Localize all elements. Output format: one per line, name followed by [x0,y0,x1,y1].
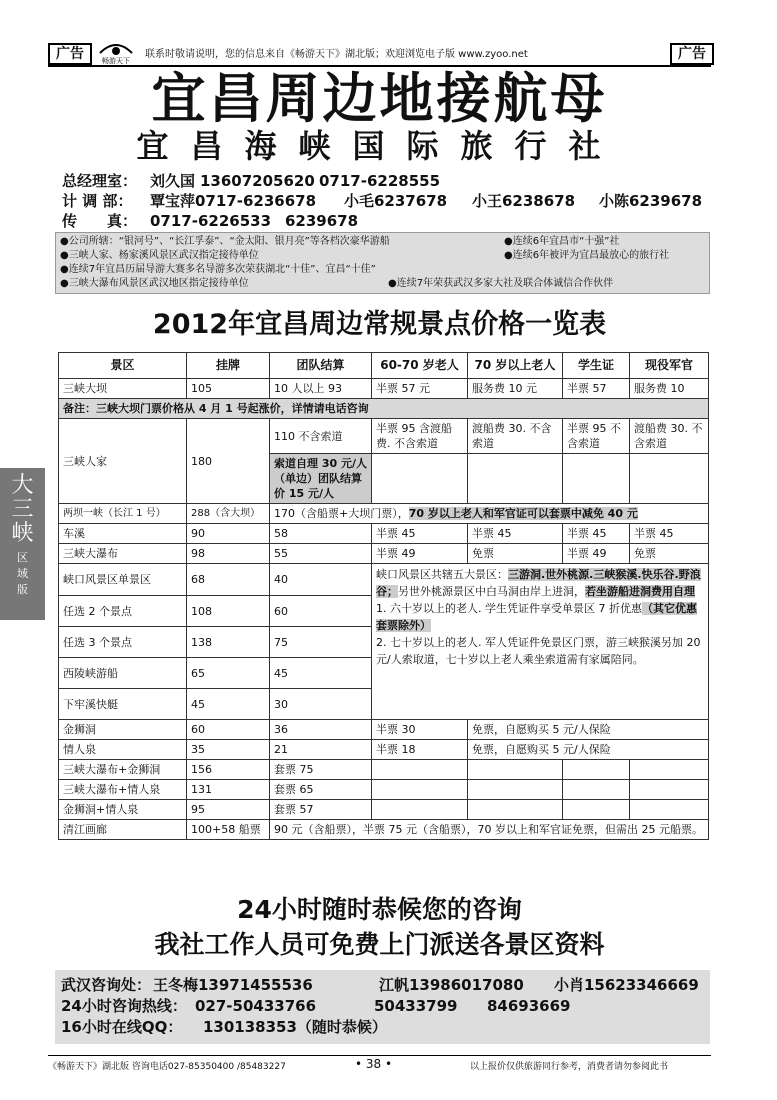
table-cell [630,454,709,504]
scenic-area-note: 峡口风景区共辖五大景区：三游洞.世外桃源.三峡猴溪.快乐谷.野浪谷；另世外桃源景区中白马洞由岸上进洞，若坐游船进洞费用自理 1. 六十岁以上的老人. 学生凭证件享受单景区 7 折优惠（其它优惠套票除外） 2. 七十岁以上的老人. 军人凭证件免景区门票，游三峡猴溪另加 20 元/人索取道，七十岁以上老人乘坐索道需有家属陪同。 [372,564,709,720]
table-cell [372,454,468,504]
table-cell: 288（含大坝） [187,504,270,524]
table-cell: 105 [187,379,270,399]
table-cell: 10 人以上 93 [270,379,372,399]
table-row [59,760,709,780]
table-cell: 半票 49 [563,544,630,564]
table-cell: 65 [187,658,270,689]
table-cell: 清江画廊 [59,820,187,840]
table-cell [563,760,630,780]
side-tab-title: 大三峡 [11,473,34,546]
table-cell: 两坝一峡（长江 1 号） [59,504,187,524]
table-row [59,379,709,399]
table-cell [468,760,563,780]
table-cell: 渡船费 30. 不含索道 [468,419,563,454]
table-cell: 半票 45 [563,524,630,544]
table-cell: 免票 [468,544,563,564]
table-cell [372,780,468,800]
table-cell: 21 [270,740,372,760]
table-cell: 60 [187,720,270,740]
footer-disclaimer: 以上报价仅供旅游同行参考，消费者请勿参阅此书 [470,1062,669,1072]
table-cell: 95 [187,800,270,820]
table-cell [563,780,630,800]
table-row [59,419,709,454]
table-cell: 45 [270,658,372,689]
table-cell: 半票 45 [630,524,709,544]
table-cell: 备注：三峡大坝门票价格从 4 月 1 号起涨价，详情请电话咨询 [59,399,709,419]
wuhan-contact-box: 武汉咨询处： 王冬梅13971455536 江帆13986017080 小肖15623346669 24小时咨询热线： 027-50433766 50433799 84693669 16小时在线QQ： 130138353（随时恭候） [55,970,710,1044]
feature-item: ●连续6年宜昌市“十强”社 [504,236,620,247]
table-cell: 免票，自愿购买 5 元/人保险 [468,740,709,760]
col-header: 景区 [59,353,187,379]
table-cell: 金狮洞+情人泉 [59,800,187,820]
table-title: 2012年宜昌周边常规景点价格一览表 [152,309,607,340]
table-cell: 套票 57 [270,800,372,820]
footer-publication: 《畅游天下》湖北版 咨询电话027-85350400 /85483227 [48,1062,286,1072]
table-cell: 半票 30 [372,720,468,740]
table-cell [372,760,468,780]
ad-label-right: 广告 [670,43,714,65]
header-note: 联系时敬请说明，您的信息来自《畅游天下》湖北版；欢迎浏览电子版 www.zyoo.net [145,49,528,60]
table-cell: 半票 18 [372,740,468,760]
table-cell: 98 [187,544,270,564]
feature-item: ●公司所辖：“银河号”、“长江孚泰”、“金太阳、银月亮”等各档次豪华游船 [60,236,390,247]
table-cell: 35 [187,740,270,760]
col-header: 挂牌 [187,353,270,379]
logo-icon [96,39,136,65]
service-slogan-2: 我社工作人员可免费上门派送各景区资料 [154,930,605,959]
table-row [59,720,709,740]
table-cell: 任选 3 个景点 [59,627,187,658]
feature-item: ●三峡人家、杨家溪风景区武汉指定接待单位 [60,250,259,261]
table-cell [563,454,630,504]
table-cell [468,800,563,820]
table-cell: 55 [270,544,372,564]
table-cell: 138 [187,627,270,658]
table-cell: 峡口风景区单景区 [59,564,187,596]
footer-rule [48,1055,711,1056]
table-cell: 170（含船票+大坝门票），70 岁以上老人和军官证可以套票中减免 40 元 [270,504,709,524]
table-cell: 半票 95 不含索道 [563,419,630,454]
table-note-row [59,399,709,419]
table-cell: 渡船费 30. 不含索道 [630,419,709,454]
table-cell: 36 [270,720,372,740]
table-cell: 三峡人家 [59,419,187,504]
col-header: 学生证 [563,353,630,379]
table-cell [563,800,630,820]
ad-label-left: 广告 [48,43,92,65]
table-cell: 免票 [630,544,709,564]
table-row [59,564,709,596]
table-cell [630,780,709,800]
table-cell: 半票 49 [372,544,468,564]
table-cell: 68 [187,564,270,596]
table-cell: 套票 75 [270,760,372,780]
agency-name: 宜昌海峡国际旅行社 [136,127,623,165]
table-cell: 110 不含索道 [270,419,372,454]
service-slogan-1: 24小时随时恭候您的咨询 [237,895,522,924]
table-cell [468,454,563,504]
side-tab-subtitle: 区域版 [17,551,28,596]
table-cell: 90 元（含船票），半票 75 元（含船票），70 岁以上和军官证免票，但需出 25 元船票。 [270,820,709,840]
table-cell: 108 [187,596,270,627]
table-cell: 半票 45 [372,524,468,544]
table-cell: 40 [270,564,372,596]
table-cell: 三峡大瀑布+情人泉 [59,780,187,800]
table-cell: 180 [187,419,270,504]
table-cell: 90 [187,524,270,544]
table-cell: 半票 57 元 [372,379,468,399]
table-cell: 30 [270,689,372,720]
col-header: 现役军官 [630,353,709,379]
table-cell: 156 [187,760,270,780]
table-row [59,524,709,544]
col-header: 团队结算 [270,353,372,379]
table-cell: 三峡大坝 [59,379,187,399]
table-cell: 三峡大瀑布 [59,544,187,564]
table-cell: 58 [270,524,372,544]
feature-item: ●连续6年被评为宜昌最放心的旅行社 [504,250,670,261]
table-cell: 75 [270,627,372,658]
table-cell: 半票 45 [468,524,563,544]
table-row [59,740,709,760]
table-cell: 三峡大瀑布+金狮洞 [59,760,187,780]
table-cell: 西陵峡游船 [59,658,187,689]
feature-item: ●三峡大瀑布风景区武汉地区指定接待单位 [60,278,249,289]
col-header: 60-70 岁老人 [372,353,468,379]
table-cell: 半票 95 含渡船费. 不含索道 [372,419,468,454]
table-cell [372,800,468,820]
table-cell: 任选 2 个景点 [59,596,187,627]
table-cell: 情人泉 [59,740,187,760]
table-cell [630,800,709,820]
table-cell: 索道自理 30 元/人（单边）团队结算价 15 元/人 [270,454,372,504]
table-cell: 131 [187,780,270,800]
table-cell: 半票 57 [563,379,630,399]
table-cell: 下牢溪快艇 [59,689,187,720]
table-cell: 100+58 船票 [187,820,270,840]
table-cell: 车溪 [59,524,187,544]
price-table [58,352,709,840]
table-cell: 金狮洞 [59,720,187,740]
table-cell: 免票，自愿购买 5 元/人保险 [468,720,709,740]
table-cell: 服务费 10 [630,379,709,399]
table-row [59,504,709,524]
region-side-tab [0,468,45,620]
table-header-row [59,353,709,379]
table-row [59,780,709,800]
table-row [59,544,709,564]
table-cell: 服务费 10 元 [468,379,563,399]
table-cell [630,760,709,780]
col-header: 70 岁以上老人 [468,353,563,379]
page-number: • 38 • [355,1057,393,1071]
feature-item: ●连续7年荣获武汉多家大社及联合体诚信合作伙伴 [388,278,614,289]
logo-text: 畅游天下 [102,57,130,65]
features-box [55,232,710,294]
table-cell: 套票 65 [270,780,372,800]
feature-item: ●连续7年宜昌历届导游大赛多名导游多次荣获湖北“十佳”、宜昌“十佳” [60,264,376,275]
table-row [59,800,709,820]
table-cell: 60 [270,596,372,627]
table-cell: 45 [187,689,270,720]
table-row [59,820,709,840]
main-title: 宜昌周边地接航母 [151,67,608,130]
table-cell [468,780,563,800]
